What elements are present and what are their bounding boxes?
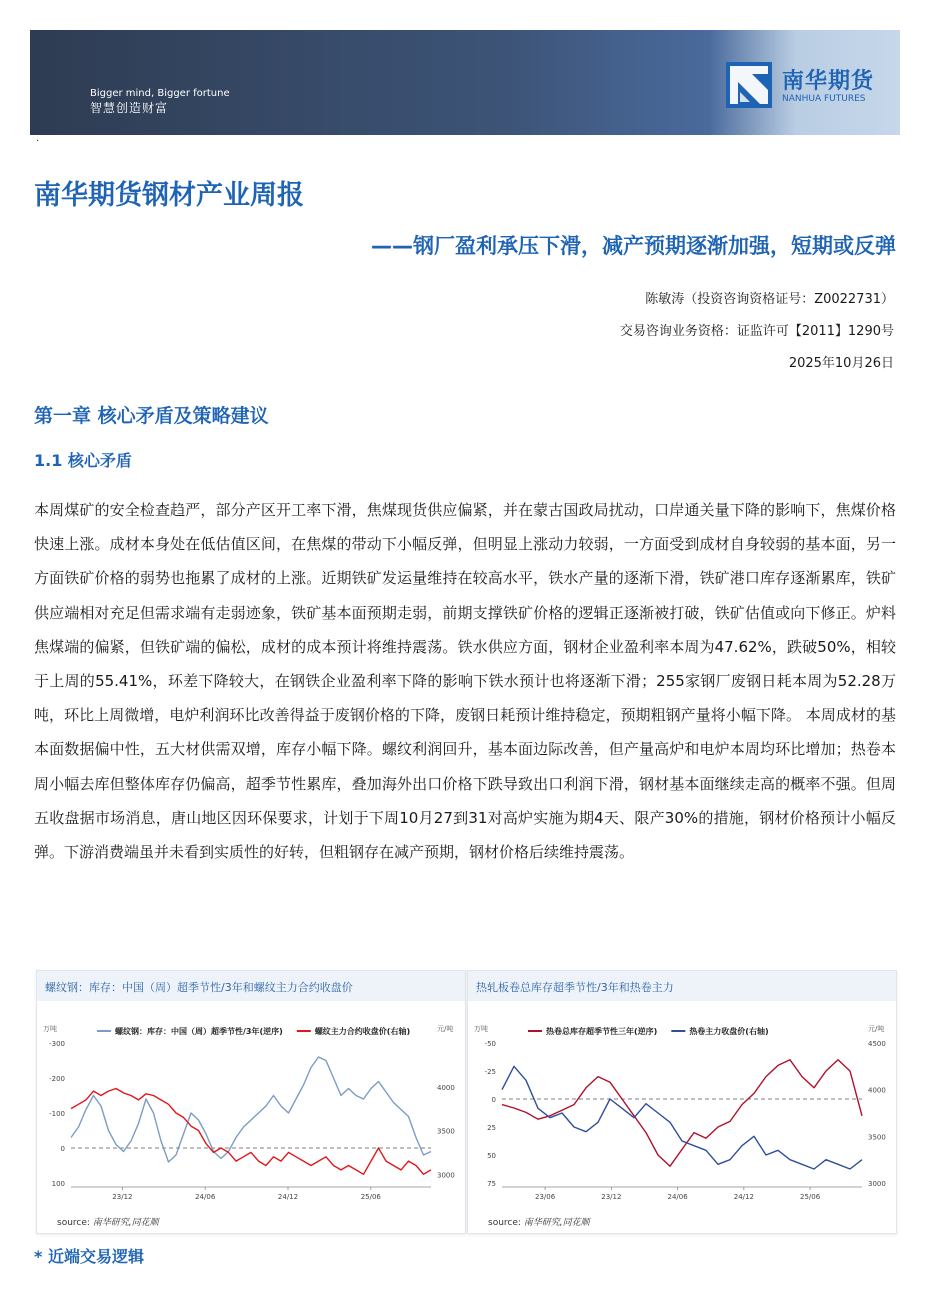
legend-label: 螺纹钢：库存：中国（周）超季节性/3年(逆序) [115, 1027, 283, 1036]
license-line: 交易咨询业务资格：证监许可【2011】1290号 [619, 324, 894, 339]
chart-hrc-inventory [467, 970, 897, 1234]
x-tick-label: 25/06 [799, 1193, 821, 1201]
left-tick-label: 75 [487, 1180, 496, 1188]
x-tick-label: 23/12 [112, 1193, 133, 1201]
logo-chinese-name: 南华期货 [782, 69, 875, 94]
right-unit-label: 元/吨 [868, 1025, 885, 1033]
source-label: source: [57, 1218, 90, 1228]
logo-english-name: NANHUA FUTURES [782, 94, 866, 104]
left-tick-label: -25 [484, 1068, 496, 1076]
right-unit-label: 元/吨 [437, 1025, 454, 1033]
right-tick-label: 3000 [868, 1180, 886, 1188]
right-tick-label: 4000 [437, 1083, 455, 1092]
section-heading: 1.1 核心矛盾 [34, 451, 132, 470]
report-title: 南华期货钢材产业周报 [34, 180, 304, 211]
right-tick-label: 3500 [437, 1127, 455, 1136]
left-tick-label: -50 [484, 1040, 496, 1048]
right-tick-label: 4000 [868, 1086, 886, 1095]
chart-header [468, 971, 896, 1001]
left-tick-label: 100 [51, 1180, 65, 1188]
right-tick-label: 4500 [868, 1040, 886, 1048]
report-subtitle: ——钢厂盈利承压下滑，减产预期逐渐加强，短期或反弹 [371, 234, 896, 258]
page-dot: · [36, 136, 40, 147]
logo-mark-icon [726, 62, 772, 108]
chapter-heading: 第一章 核心矛盾及策略建议 [34, 405, 269, 427]
legend-label: 螺纹主力合约收盘价(右轴) [314, 1027, 411, 1036]
source-name: 南华研究,同花顺 [523, 1218, 590, 1228]
x-tick-label: 24/12 [277, 1193, 299, 1201]
chart-title: 热轧板卷总库存超季节性/3年和热卷主力 [476, 981, 674, 994]
company-logo [726, 62, 896, 110]
left-unit-label: 万吨 [474, 1025, 488, 1033]
left-tick-label: 50 [487, 1152, 496, 1160]
left-tick-label: -300 [49, 1040, 65, 1048]
right-tick-label: 3000 [437, 1171, 455, 1180]
chart-title: 螺纹钢：库存：中国（周）超季节性/3年和螺纹主力合约收盘价 [45, 981, 353, 994]
x-tick-label: 23/12 [601, 1193, 622, 1201]
chart-plot [37, 1001, 465, 1213]
x-tick-label: 24/06 [667, 1193, 688, 1201]
next-section-heading: * 近端交易逻辑 [34, 1247, 144, 1266]
chart-header [37, 971, 465, 1001]
legend-label: 热卷总库存超季节性三年(逆序) [546, 1027, 658, 1036]
source-label: source: [488, 1218, 521, 1228]
chart-rebar-inventory [36, 970, 466, 1234]
series-line [502, 1060, 862, 1166]
left-tick-label: 0 [60, 1145, 65, 1153]
chart-source [488, 1215, 590, 1228]
series-line [71, 1057, 431, 1162]
author-line: 陈敏涛（投资咨询资格证号：Z0022731） [645, 292, 894, 307]
x-tick-label: 24/06 [195, 1193, 216, 1201]
body-paragraph: 本周煤矿的安全检查趋严，部分产区开工率下滑，焦煤现货供应偏紧，并在蒙古国政局扰动，口岸通关量下降的影响下，焦煤价格快速上涨。成材本身处在低估值区间，在焦煤的带动下小幅反弹，但明显上涨动力较弱，一方面受到成材自身较弱的基本面，另一方面铁矿价格的弱势也拖累了成材的上涨。近期铁矿发运量维持在较高水平，铁水产量的逐渐下滑，铁矿港口库存逐渐累库，铁矿供应端相对充足但需求端有走弱迹象，铁矿基本面预期走弱，前期支撑铁矿价格的逻辑正逐渐被打破，铁矿估值或向下修正。炉料焦煤端的偏紧，但铁矿端的偏松，成材的成本预计将维持震荡。铁水供应方面，钢材企业盈利率本周为47.62%，跌破50%，相较于上周的55.41%，环差下降较大，在钢铁企业盈利率下降的影响下铁水预计也将逐渐下滑；255家钢厂废钢日耗本周为52.28万吨，环比上周微增，电炉利润环比改善得益于废钢价格的下降，废钢日耗预计维持稳定，预期粗钢产量将小幅下降。 本周成材的基本面数据偏中性，五大材供需双增，库存小幅下降。螺纹利润回升，基本面边际改善，但产量高炉和电炉本周均环比增加；热卷本周小幅去库但整体库存仍偏高，超季节性累库，叠加海外出口价格下跌导致出口利润下滑，钢材基本面继续走高的概率不强。但周五收盘据市场消息，唐山地区因环保要求，计划于下周10月27到31对高炉实施为期4天、限产30%的措施，钢材价格预计小幅反弹。下游消费端虽并未看到实质性的好转，但粗钢存在减产预期，钢材价格后续维持震荡。 [34, 501, 896, 862]
left-tick-label: 0 [491, 1096, 496, 1104]
chart-plot [468, 1001, 896, 1213]
left-tick-label: -100 [49, 1110, 65, 1118]
x-tick-label: 25/06 [360, 1193, 381, 1201]
slogan-english: Bigger mind, Bigger fortune [90, 88, 230, 99]
left-tick-label: -200 [49, 1075, 65, 1083]
chart-source [57, 1215, 159, 1228]
report-date: 2025年10月26日 [788, 356, 894, 371]
left-tick-label: 25 [487, 1124, 496, 1132]
slogan-chinese: 智慧创造财富 [90, 101, 169, 115]
left-unit-label: 万吨 [43, 1025, 57, 1033]
x-tick-label: 23/06 [535, 1193, 556, 1201]
right-tick-label: 3500 [868, 1133, 886, 1142]
series-line [71, 1089, 431, 1175]
slogan [90, 86, 230, 116]
x-tick-label: 24/12 [733, 1193, 754, 1201]
source-name: 南华研究,同花顺 [92, 1218, 159, 1228]
legend-label: 热卷主力收盘价(右轴) [689, 1027, 769, 1036]
